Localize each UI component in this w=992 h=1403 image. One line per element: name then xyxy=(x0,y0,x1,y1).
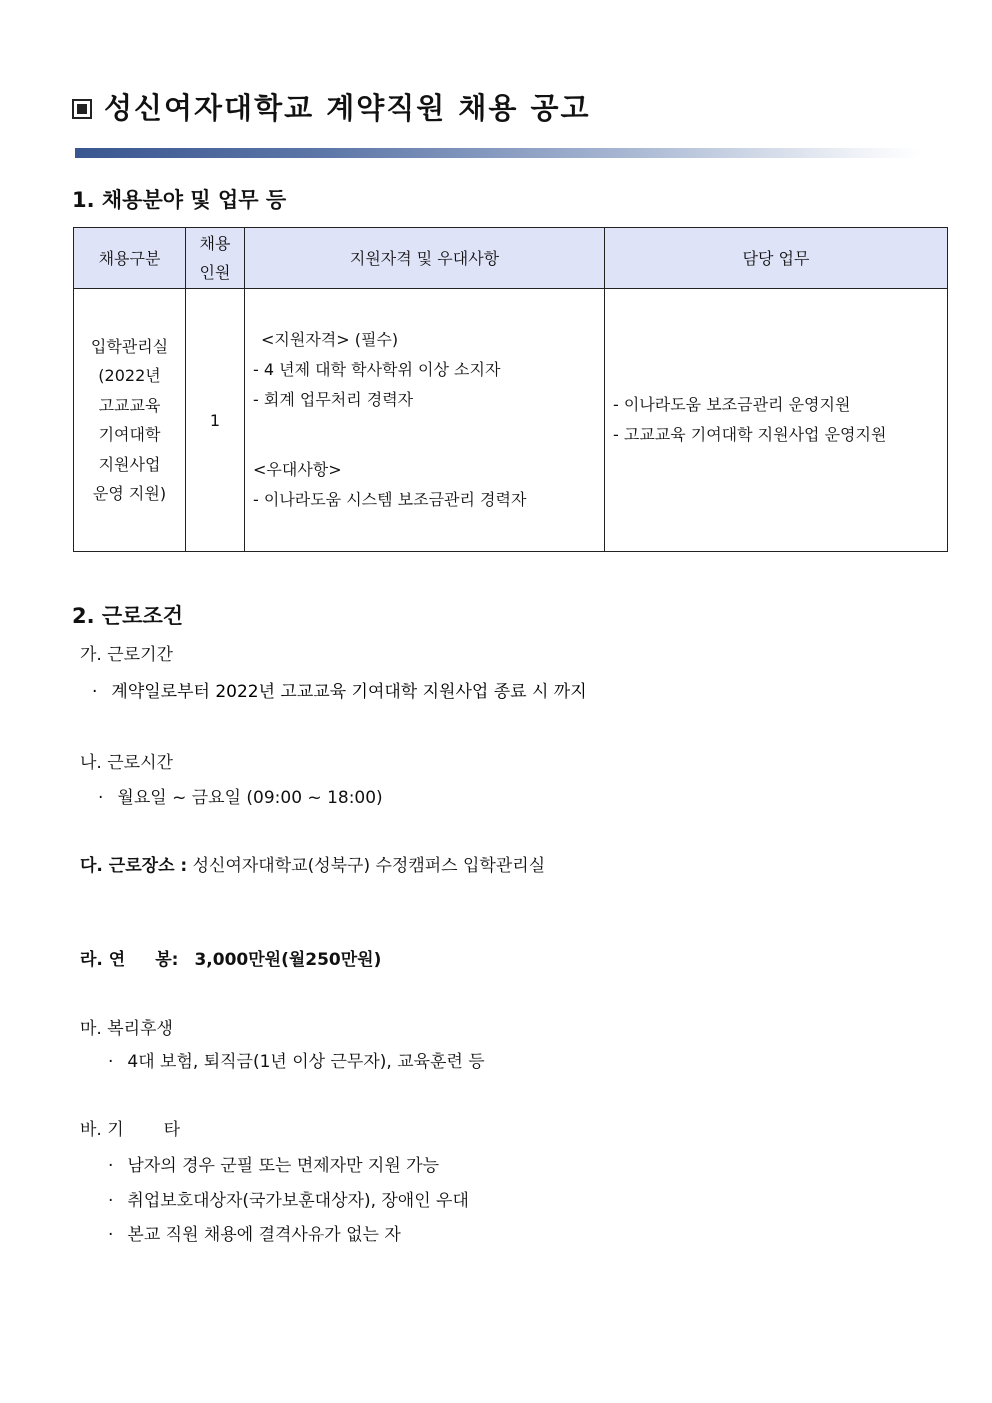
cell-qualification xyxy=(245,289,605,552)
place-line xyxy=(80,851,545,876)
cell-count: 1 xyxy=(186,289,245,552)
section2-heading: 2. 근로조건 xyxy=(72,604,184,628)
welfare-label: 마. 복리후생 xyxy=(80,1019,173,1039)
table-header-row xyxy=(74,228,948,289)
list-item: · 본교 직원 채용에 결격사유가 없는 자 xyxy=(108,1225,401,1245)
header-category: 채용구분 xyxy=(74,228,186,289)
salary-value: 3,000만원(월250만원) xyxy=(194,950,382,970)
welfare-item: · 4대 보험, 퇴직금(1년 이상 근무자), 교육훈련 등 xyxy=(108,1052,485,1072)
header-count: 채용 인원 xyxy=(186,228,245,289)
period-label: 가. 근로기간 xyxy=(80,645,173,665)
section1-heading: 1. 채용분야 및 업무 등 xyxy=(72,188,287,212)
preference-heading: <우대사항> xyxy=(253,460,342,479)
list-item: · 남자의 경우 군필 또는 면제자만 지원 가능 xyxy=(108,1156,440,1176)
place-value: 성신여자대학교(성북구) 수정캠퍼스 입학관리실 xyxy=(192,856,546,876)
hours-label: 나. 근로시간 xyxy=(80,753,173,773)
etc-label: 바. 기 타 xyxy=(80,1120,181,1140)
list-item: - 4 년제 대학 학사학위 이상 소지자 xyxy=(253,360,501,379)
qualification-heading: <지원자격> (필수) xyxy=(261,330,399,349)
list-item: - 이나라도움 시스템 보조금관리 경력자 xyxy=(253,490,527,509)
period-item: · 계약일로부터 2022년 고교교육 기여대학 지원사업 종료 시 까지 xyxy=(92,682,587,702)
page-title: 성신여자대학교 계약직원 채용 공고 xyxy=(72,86,591,127)
header-qualification: 지원자격 및 우대사항 xyxy=(245,228,605,289)
list-item: · 취업보호대상자(국가보훈대상자), 장애인 우대 xyxy=(108,1191,469,1211)
list-item: - 고교교육 기여대학 지원사업 운영지원 xyxy=(613,425,887,444)
place-label: 다. 근로장소 : xyxy=(80,856,188,876)
table-row xyxy=(74,289,948,552)
salary-line: 라. 연 봉: 3,000만원(월250만원) xyxy=(80,950,382,970)
hours-item: · 월요일 ~ 금요일 (09:00 ~ 18:00) xyxy=(98,788,383,808)
cell-category: 입학관리실 (2022년 고교교육 기여대학 지원사업 운영 지원) xyxy=(74,289,186,552)
list-item: - 회계 업무처리 경력자 xyxy=(253,390,414,409)
square-bullet-icon xyxy=(72,99,92,119)
recruitment-table xyxy=(73,227,948,552)
title-gradient-rule xyxy=(75,148,920,158)
header-duty: 담당 업무 xyxy=(605,228,948,289)
cell-duty xyxy=(605,289,948,552)
list-item: - 이나라도움 보조금관리 운영지원 xyxy=(613,395,851,414)
